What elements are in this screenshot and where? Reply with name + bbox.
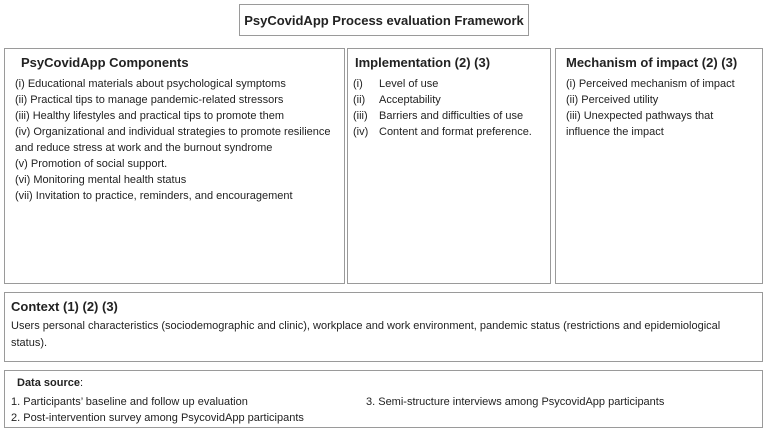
implementation-item-text: Acceptability xyxy=(379,94,441,106)
implementation-box xyxy=(347,48,551,284)
implementation-item-text: Content and format preference. xyxy=(379,126,532,138)
data-source-heading-line xyxy=(17,375,756,391)
components-heading: PsyCovidApp Components xyxy=(21,55,189,70)
data-source-item: 3. Semi-structure interviews among PsycovidApp participants xyxy=(366,396,665,408)
mechanism-box xyxy=(555,48,763,284)
data-source-box xyxy=(4,370,763,428)
implementation-item xyxy=(353,92,545,108)
framework-title-box xyxy=(239,4,529,36)
mechanism-item: (iii) Unexpected pathways that influence the impact xyxy=(566,110,714,138)
component-item: (ii) Practical tips to manage pandemic-related stressors xyxy=(15,94,284,106)
mechanism-item: (i) Perceived mechanism of impact xyxy=(566,78,735,90)
implementation-item-text: Level of use xyxy=(379,78,439,90)
framework-title: PsyCovidApp Process evaluation Framework xyxy=(244,12,524,28)
context-box xyxy=(4,292,763,362)
data-source-item: 2. Post-intervention survey among PsycovidApp participants xyxy=(11,412,304,424)
component-item: (vii) Invitation to practice, reminders, and encouragement xyxy=(15,190,293,202)
component-item: (iii) Healthy lifestyles and practical tips to promote them xyxy=(15,110,284,122)
implementation-item-number: (ii) xyxy=(353,94,366,106)
data-source-item: 1. Participants’ baseline and follow up evaluation xyxy=(11,396,248,408)
mechanism-item: (ii) Perceived utility xyxy=(566,94,659,106)
implementation-heading: Implementation (2) (3) xyxy=(355,55,491,70)
implementation-item xyxy=(353,76,545,92)
components-box xyxy=(4,48,345,284)
data-source-heading-suffix: : xyxy=(79,377,84,389)
context-heading: Context (1) (2) (3) xyxy=(11,299,118,314)
implementation-item xyxy=(353,108,545,124)
component-item: (i) Educational materials about psychological symptoms xyxy=(15,78,286,90)
implementation-item-number: (i) xyxy=(353,78,363,90)
implementation-item-number: (iv) xyxy=(353,126,369,138)
component-item: (iv) Organizational and individual strategies to promote resilience and reduce stress at work and the burnout syndrome xyxy=(15,126,331,154)
implementation-item xyxy=(353,124,545,140)
implementation-item-number: (iii) xyxy=(353,110,368,122)
component-item: (vi) Monitoring mental health status xyxy=(15,174,187,186)
component-item: (v) Promotion of social support. xyxy=(15,158,168,170)
context-text: Users personal characteristics (sociodemographic and clinic), workplace and work environment, pandemic status (restrictions and epidemiological status). xyxy=(11,320,721,349)
data-source-heading: Data source xyxy=(17,377,80,389)
mechanism-heading: Mechanism of impact (2) (3) xyxy=(566,55,738,70)
implementation-item-text: Barriers and difficulties of use xyxy=(379,110,524,122)
